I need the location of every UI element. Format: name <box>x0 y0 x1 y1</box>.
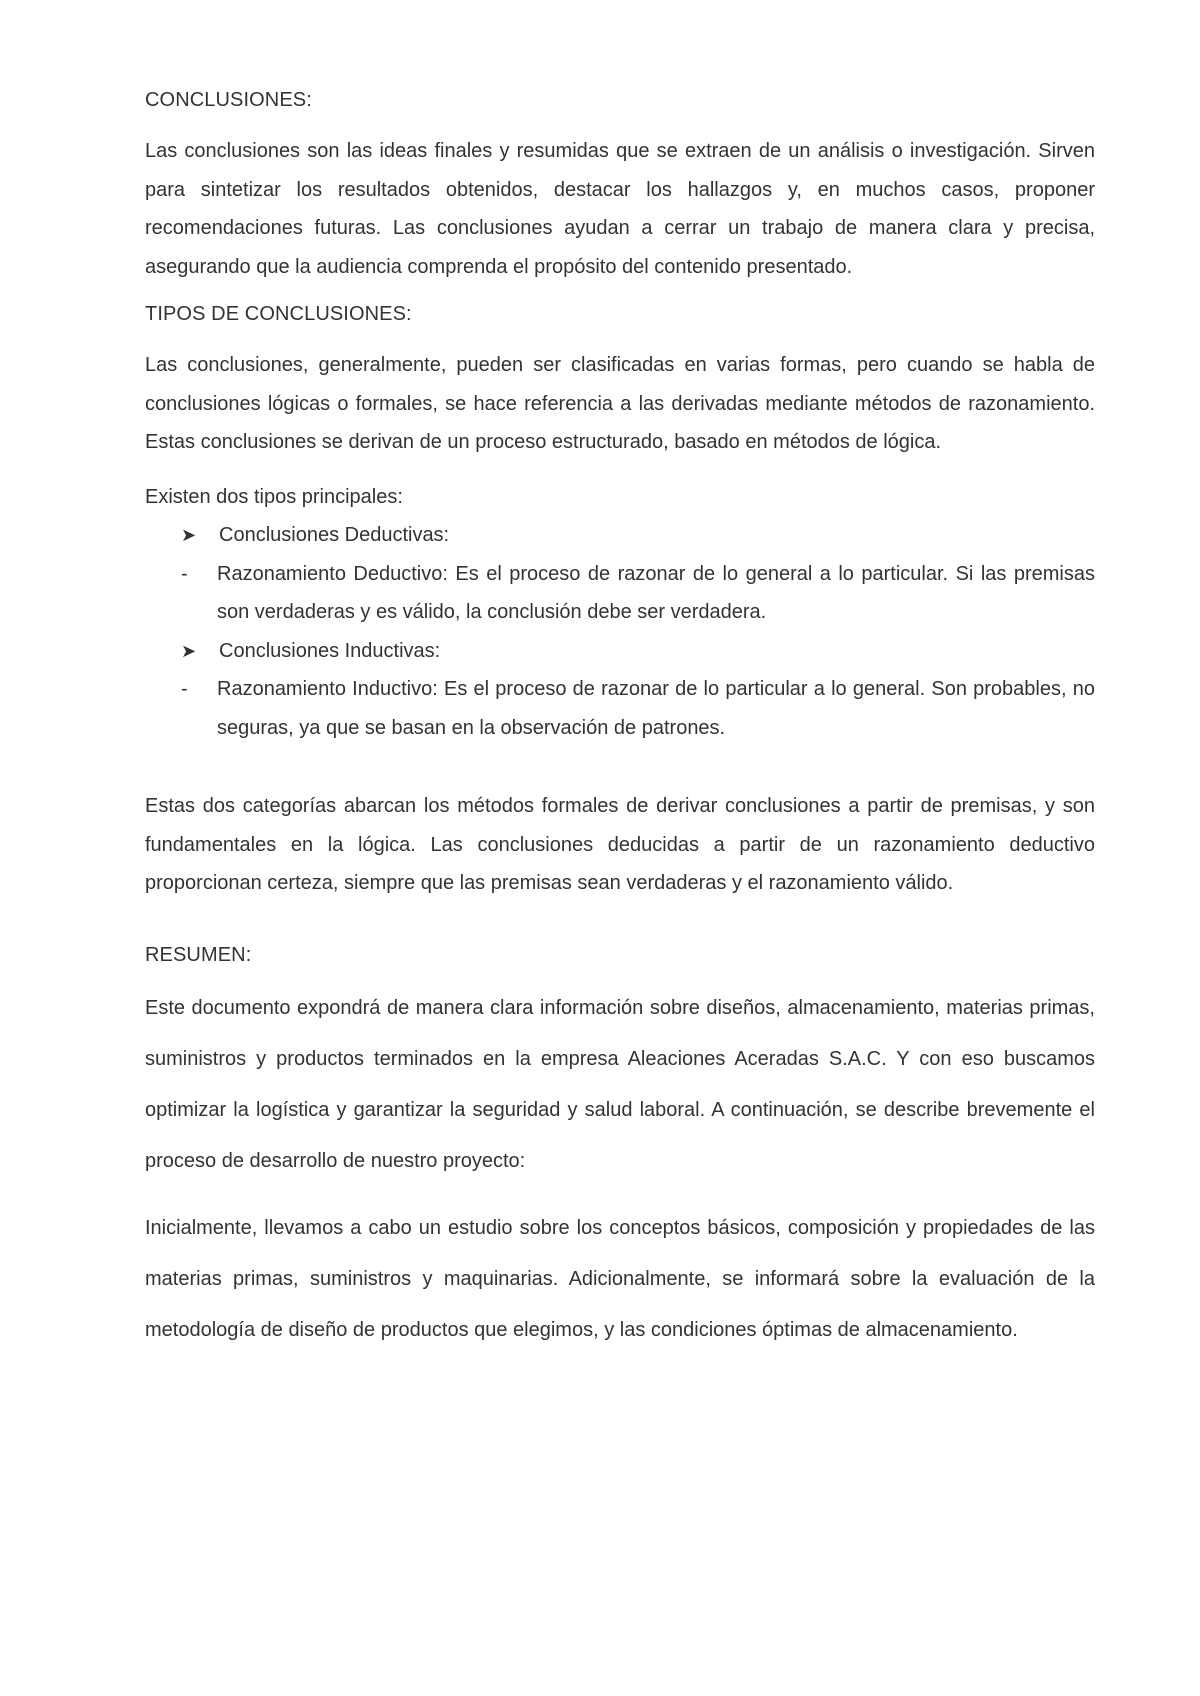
conclusion-types-list <box>145 516 1095 747</box>
sub-list <box>145 555 1095 632</box>
paragraph-estas: Estas dos categorías abarcan los métodos formales de derivar conclusiones a partir de premisas, y son fundamentales en la lógica. Las conclusiones deducidas a partir de un razonamiento deductivo proporcionan certeza, siempre que las premisas sean verdaderas y el razonamiento válido. <box>145 795 1095 894</box>
type-label-deductivas: Conclusiones Deductivas: <box>219 524 450 546</box>
dash-bullet-icon: - <box>181 562 188 585</box>
list-item <box>145 670 1095 747</box>
paragraph-existen: Existen dos tipos principales: <box>145 485 403 508</box>
type-label-inductivas: Conclusiones Inductivas: <box>219 639 441 662</box>
section-heading-resumen: RESUMEN: <box>145 943 252 966</box>
document-page <box>145 88 1095 1356</box>
section-heading-conclusiones: CONCLUSIONES: <box>145 89 312 111</box>
paragraph-conclusiones: Las conclusiones son las ideas finales y resumidas que se extraen de un análisis o investigación. Sirven para sintetizar los resultados obtenidos, destacar los hallazgos y, en muchos casos, proponer recomendaciones futuras. Las conclusiones ayudan a cerrar un trabajo de manera clara y precisa, asegurando que la audiencia comprenda el propósito del contenido presentado. <box>145 140 1095 278</box>
paragraph-resumen-1: Este documento expondrá de manera clara información sobre diseños, almacenamiento, materias primas, suministros y productos terminados en la empresa Aleaciones Aceradas S.A.C. Y con eso buscamos optimizar la logística y garantizar la seguridad y salud laboral. A continuación, se describe brevemente el proceso de desarrollo de nuestro proyecto: <box>145 996 1095 1172</box>
sub-list <box>145 670 1095 747</box>
list-item <box>145 516 1095 555</box>
section-heading-tipos: TIPOS DE CONCLUSIONES: <box>145 303 412 325</box>
paragraph-resumen-2: Inicialmente, llevamos a cabo un estudio sobre los conceptos básicos, composición y propiedades de las materias primas, suministros y maquinarias. Adicionalmente, se informará sobre la evaluación de la metodología de diseño de productos que elegimos, y las condiciones óptimas de almacenamiento. <box>145 1216 1095 1341</box>
arrowhead-bullet-icon: ➤ <box>181 640 197 661</box>
list-item <box>145 555 1095 632</box>
sub-list-item <box>181 670 1095 747</box>
type-detail-deductivo: Razonamiento Deductivo: Es el proceso de razonar de lo general a lo particular. Si las premisas son verdaderas y es válido, la conclusión debe ser verdadera. <box>217 562 1095 623</box>
list-item <box>145 632 1095 671</box>
type-detail-inductivo: Razonamiento Inductivo: Es el proceso de razonar de lo particular a lo general. Son probables, no seguras, ya que se basan en la observación de patrones. <box>217 678 1095 739</box>
paragraph-tipos: Las conclusiones, generalmente, pueden ser clasificadas en varias formas, pero cuando se habla de conclusiones lógicas o formales, se hace referencia a las derivadas mediante métodos de razonamiento. Estas conclusiones se derivan de un proceso estructurado, basado en métodos de lógica. <box>145 354 1095 453</box>
sub-list-item <box>181 555 1095 632</box>
arrowhead-bullet-icon: ➤ <box>181 525 197 545</box>
dash-bullet-icon: - <box>181 678 188 700</box>
